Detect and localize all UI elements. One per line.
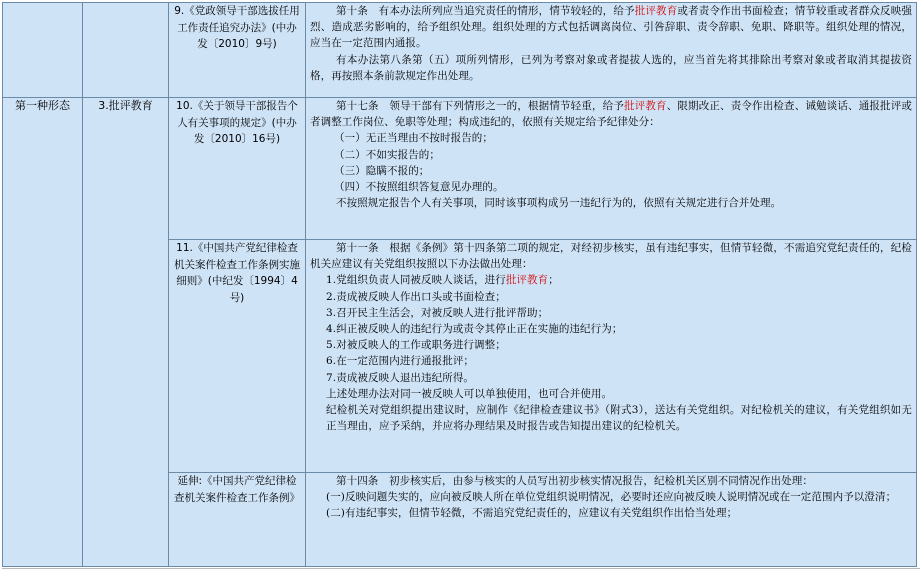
form-label: 第一种形态 [15, 99, 70, 112]
law-cell [169, 473, 306, 567]
law-title: 11.《中国共产党纪律检查机关案件检查工作条例实施细则》(中纪发〔1994〕4号) [174, 242, 300, 304]
list-item: 2.责成被反映人作出口头或书面检查； [326, 290, 506, 303]
highlight-text: 批评教育 [634, 5, 678, 17]
page-divider [2, 568, 920, 569]
clause-paragraph: 第十一条 根据《条例》第十四条第二项的规定，对经初步核实，虽有违纪事实，但情节轻微，不需追究党纪责任的，纪检机关应建议有关党组织按照以下办法做出处理： [310, 242, 912, 271]
clause-cell [306, 240, 917, 473]
law-title: 10.《关于领导干部报告个人有关事项的规定》(中办发〔2010〕16号) [176, 100, 298, 145]
law-cell [169, 98, 306, 240]
clause-paragraph: (一)反映问题失实的，应向被反映人所在单位党组织说明情况，必要时还应向被反映人说明情况或在一定范围内予以澄清； [326, 491, 897, 504]
law-title: 延伸:《中国共产党纪律检查机关案件检查工作条例》 [174, 475, 300, 504]
clause-cell [306, 3, 917, 98]
clause-paragraph: 有本办法第八条第（五）项所列情形，已列为考察对象或者提拔人选的，应当首先将其排除出考察对象或者取消其提拔资格，再按照本条前款规定作出处理。 [310, 53, 912, 82]
table-row [3, 98, 917, 240]
highlight-text: 批评教育 [624, 100, 667, 112]
list-item: 6.在一定范围内进行通报批评； [326, 355, 475, 368]
list-item: 4.纠正被反映人的违纪行为或责令其停止正在实施的违纪行为； [326, 323, 623, 336]
list-item: （四）不按照组织答复意见办理的。 [334, 181, 504, 194]
clause-paragraph: (二)有违纪事实，但情节轻微，不需追究党纪责任的，应建议有关党组织作出恰当处理； [326, 507, 738, 520]
list-item: （一）无正当理由不按时报告的； [334, 132, 493, 145]
law-title: 9.《党政领导干部选拔任用工作责任追究办法》(中办发〔2010〕9号) [174, 5, 300, 50]
clause-paragraph: 不按照规定报告个人有关事项，同时该事项构成另一违纪行为的，依照有关规定进行合并处理。 [336, 197, 782, 210]
clause-paragraph: 上述处理办法对同一被反映人可以单独使用，也可合并使用。 [326, 387, 613, 400]
table-row [3, 3, 917, 98]
clause-cell [306, 473, 917, 567]
highlight-text: 批评教育 [505, 274, 549, 287]
discipline-table [2, 2, 917, 567]
law-cell [169, 240, 306, 473]
list-item: 1.党组织负责人同被反映人谈话，进行批评教育； [326, 274, 559, 287]
clause-paragraph: 纪检机关对党组织提出建议时，应制作《纪律检查建议书》（附式3），送达有关党组织。对纪检机关的建议，有关党组织如无正当理由，应予采纳，并应将办理结果及时报告或告知提出建议的纪检机关。 [326, 404, 912, 433]
law-cell [169, 3, 306, 98]
list-item: （二）不如实报告的； [334, 148, 440, 161]
method-label: 3.批评教育 [98, 99, 153, 112]
list-item: 3.召开民主生活会，对被反映人进行批评帮助； [326, 306, 549, 319]
clause-cell [306, 98, 917, 240]
clause-paragraph: 第十四条 初步核实后，由参与核实的人员写出初步核实情况报告，纪检机关区别不同情况作出处理： [336, 475, 813, 487]
list-item: 7.责成被反映人退出违纪所得。 [326, 371, 475, 384]
list-item: 5.对被反映人的工作或职务进行调整； [326, 339, 506, 352]
clause-paragraph: 第十条 有本办法所列应当追究责任的情形，情节较轻的，给予批评教育或者责令作出书面检查；情节较重或者群众反映强烈、造成恶劣影响的，给予组织处理。组织处理的方式包括调离岗位、引咎辞职、责令辞职、免职、降职等。组织处理的情况，应当在一定范围内通报。 [310, 5, 912, 50]
list-item: （三）隐瞒不报的； [334, 164, 430, 177]
clause-paragraph: 第十七条 领导干部有下列情形之一的，根据情节轻重，给予批评教育、限期改正、责令作出检查、诫勉谈话、通报批评或者调整工作岗位、免职等处理；构成违纪的，依照有关规定给予纪律处分： [310, 100, 912, 129]
